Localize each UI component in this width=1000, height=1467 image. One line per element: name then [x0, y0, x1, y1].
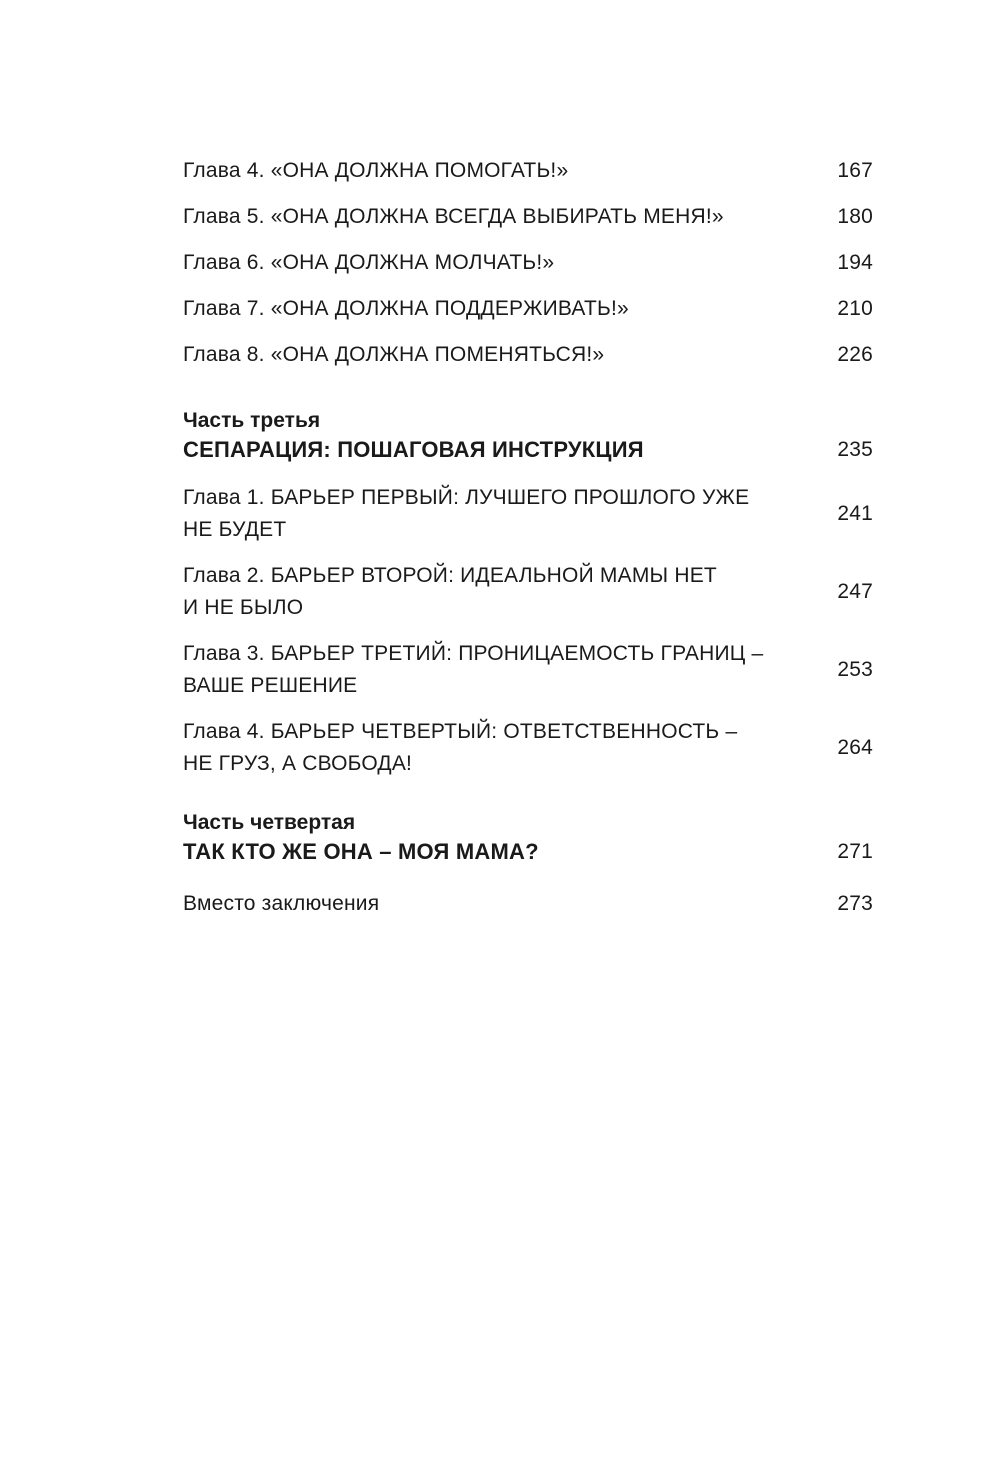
toc-entry-page: 226	[837, 343, 873, 366]
toc-entry-title-line1: Глава 1. БАРЬЕР ПЕРВЫЙ: ЛУЧШЕГО ПРОШЛОГО УЖЕ	[183, 486, 750, 509]
toc-entry-conclusion[interactable]	[183, 884, 873, 924]
toc-entry-title: Глава 8. «ОНА ДОЛЖНА ПОМЕНЯТЬСЯ!»	[183, 343, 605, 366]
toc-entry-title-line2: НЕ ГРУЗ, А СВОБОДА!	[183, 752, 413, 775]
part-label: Часть третья	[183, 409, 321, 432]
toc-entry-title: Глава 5. «ОНА ДОЛЖНА ВСЕГДА ВЫБИРАТЬ МЕНЯ!»	[183, 205, 724, 228]
toc-entry-title	[183, 560, 717, 624]
chapter-list-part3	[183, 482, 873, 780]
toc-entry-page: 210	[837, 297, 873, 320]
part-4-heading[interactable]	[183, 810, 873, 868]
toc-entry-chapter-8[interactable]	[183, 332, 873, 378]
toc-entry-page: 247	[837, 580, 873, 603]
part-3-heading[interactable]	[183, 408, 873, 466]
toc-entry-title	[183, 638, 763, 702]
part-title-row	[183, 434, 873, 466]
toc-entry-title: Глава 4. «ОНА ДОЛЖНА ПОМОГАТЬ!»	[183, 159, 569, 182]
toc-entry-page: 253	[837, 658, 873, 681]
toc-entry-title: Глава 7. «ОНА ДОЛЖНА ПОДДЕРЖИВАТЬ!»	[183, 297, 629, 320]
part-label: Часть четвертая	[183, 811, 356, 834]
toc-entry-page: 180	[837, 205, 873, 228]
toc-entry-page: 194	[837, 251, 873, 274]
toc-entry-part3-chapter-2[interactable]	[183, 560, 873, 624]
part-page: 271	[837, 840, 873, 863]
part-title-row	[183, 836, 873, 868]
toc-entry-part3-chapter-3[interactable]	[183, 638, 873, 702]
toc-entry-title	[183, 482, 749, 546]
toc-entry-page: 264	[837, 736, 873, 759]
toc-entry-title-line2: И НЕ БЫЛО	[183, 596, 304, 619]
toc-entry-title-line1: Глава 3. БАРЬЕР ТРЕТИЙ: ПРОНИЦАЕМОСТЬ ГРАНИЦ –	[183, 642, 764, 665]
toc-entry-title-line1: Глава 4. БАРЬЕР ЧЕТВЕРТЫЙ: ОТВЕТСТВЕННОСТЬ –	[183, 720, 738, 743]
toc-entry-page: 167	[837, 159, 873, 182]
toc-entry-title: Глава 6. «ОНА ДОЛЖНА МОЛЧАТЬ!»	[183, 251, 555, 274]
toc-entry-page: 273	[837, 892, 873, 915]
toc-entry-part3-chapter-4[interactable]	[183, 716, 873, 780]
toc-entry-chapter-5[interactable]	[183, 194, 873, 240]
toc-entry-title-line1: Глава 2. БАРЬЕР ВТОРОЙ: ИДЕАЛЬНОЙ МАМЫ НЕТ	[183, 564, 717, 587]
toc-entry-title	[183, 716, 737, 780]
part-title: ТАК КТО ЖЕ ОНА – МОЯ МАМА?	[183, 839, 539, 864]
toc-entry-page: 241	[837, 502, 873, 525]
toc-entry-part3-chapter-1[interactable]	[183, 482, 873, 546]
toc-entry-title: Вместо заключения	[183, 892, 380, 915]
table-of-contents	[183, 148, 873, 924]
toc-entry-chapter-6[interactable]	[183, 240, 873, 286]
chapter-list-part2	[183, 148, 873, 378]
toc-entry-chapter-7[interactable]	[183, 286, 873, 332]
toc-entry-title-line2: НЕ БУДЕТ	[183, 518, 287, 541]
toc-entry-chapter-4[interactable]	[183, 148, 873, 194]
toc-entry-title-line2: ВАШЕ РЕШЕНИЕ	[183, 674, 358, 697]
part-title: СЕПАРАЦИЯ: ПОШАГОВАЯ ИНСТРУКЦИЯ	[183, 437, 644, 462]
part-page: 235	[837, 438, 873, 461]
